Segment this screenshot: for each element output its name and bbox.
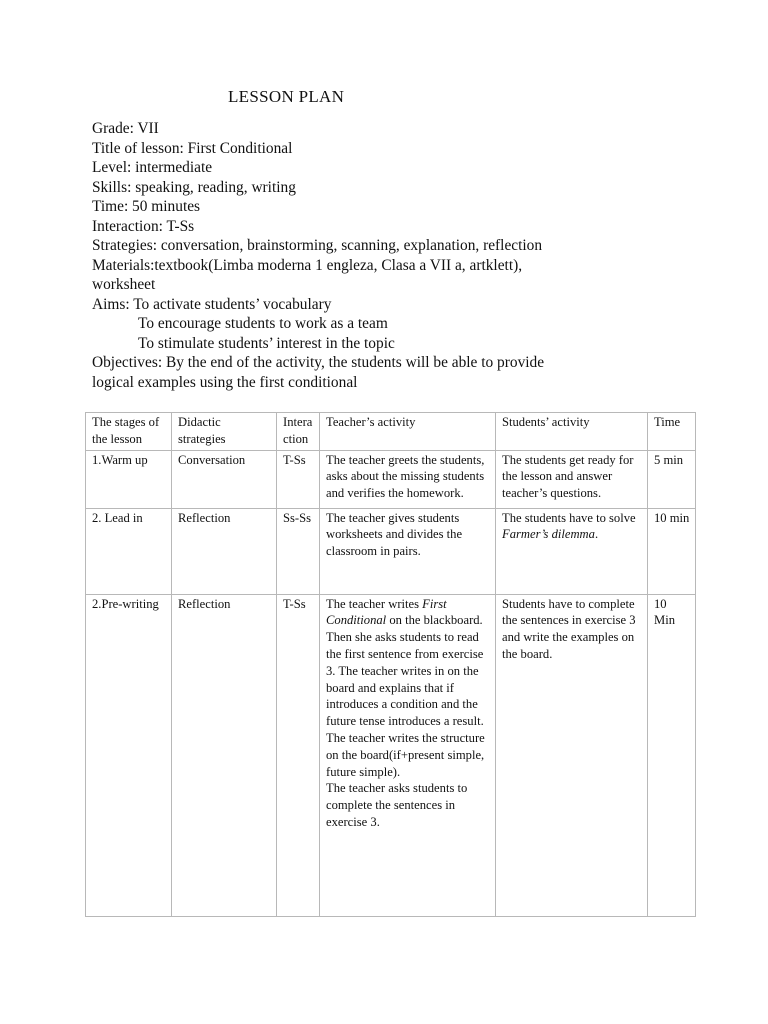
table-row (86, 508, 696, 594)
objectives-line-continued: logical examples using the first conditional (92, 373, 358, 391)
header-interaction: Interaction (277, 413, 320, 451)
students-activity-cell (496, 508, 648, 594)
level-line: Level: intermediate (92, 159, 213, 176)
strategies-line: Strategies: conversation, brainstorming, scanning, explanation, reflection (92, 237, 543, 254)
students-activity-cell: The students get ready for the lesson and answer teacher’s questions. (496, 450, 648, 508)
stage-cell: 2. Lead in (86, 508, 172, 594)
students-activity-text: The students have to solve (502, 510, 636, 525)
stage-cell: 2.Pre-writing (86, 594, 172, 916)
lesson-stages-table (85, 412, 696, 917)
header-time: Time (648, 413, 696, 451)
teacher-activity-exercise: The teacher asks students to complete the sentences in exercise 3. (326, 781, 468, 829)
aims-line-3: To stimulate students’ interest in the topic (138, 334, 395, 352)
time-cell: 10 min (648, 508, 696, 594)
strategy-cell: Reflection (172, 594, 277, 916)
table-header-row (86, 413, 696, 451)
interaction-line: Interaction: T-Ss (92, 217, 195, 235)
header-teacher-activity: Teacher’s activity (320, 413, 496, 451)
students-activity-cell: Students have to complete the sentences in exercise 3 and write the examples on the board. (496, 594, 648, 916)
students-activity-end: . (594, 527, 599, 542)
teacher-activity-cell: The teacher gives students worksheets and divides the classroom in pairs. (320, 508, 496, 594)
aims-line: Aims: To activate students’ vocabulary (92, 295, 332, 313)
document-title: LESSON PLAN (228, 87, 345, 106)
objectives-line: Objectives: By the end of the activity, the students will be able to provide (92, 354, 545, 371)
lesson-details (92, 119, 732, 392)
table-row (86, 450, 696, 508)
materials-line: Materials:textbook(Limba moderna 1 engleza, Clasa a VII a, artklett), (92, 256, 523, 274)
farmers-dilemma-title: Farmer’s dilemma (502, 527, 595, 542)
teacher-activity-text: The teacher writes (326, 596, 423, 611)
materials-line-continued: worksheet (92, 276, 156, 293)
header-stages: The stages of the lesson (86, 413, 172, 451)
strategy-cell: Conversation (172, 450, 277, 508)
teacher-activity-cell: The teacher greets the students, asks about the missing students and verifies the homework. (320, 450, 496, 508)
teacher-activity-text-continued: on the blackboard. Then she asks students to read the first sentence from exercise 3. The teacher writes in on the board and explains that if introduces a condition and the future tense introduces a result. (326, 613, 484, 729)
teacher-activity-cell (320, 594, 496, 916)
lesson-title-line: Title of lesson: First Conditional (92, 139, 293, 157)
stage-cell: 1.Warm up (86, 450, 172, 508)
strategy-cell: Reflection (172, 508, 277, 594)
interaction-cell: T-Ss (277, 450, 320, 508)
interaction-cell: T-Ss (277, 594, 320, 916)
skills-line: Skills: speaking, reading, writing (92, 178, 296, 196)
time-cell: 10 Min (648, 594, 696, 916)
table-row (86, 594, 696, 916)
first-conditional-term: First Conditional (326, 596, 447, 628)
aims-line-2: To encourage students to work as a team (138, 315, 388, 332)
interaction-cell: Ss-Ss (277, 508, 320, 594)
time-cell: 5 min (648, 450, 696, 508)
teacher-activity-structure: The teacher writes the structure on the board(if+present simple, future simple). (326, 730, 485, 779)
header-students-activity: Students’ activity (496, 413, 648, 451)
time-line: Time: 50 minutes (92, 198, 201, 215)
header-strategies: Didactic strategies (172, 413, 277, 451)
grade-line: Grade: VII (92, 120, 159, 137)
